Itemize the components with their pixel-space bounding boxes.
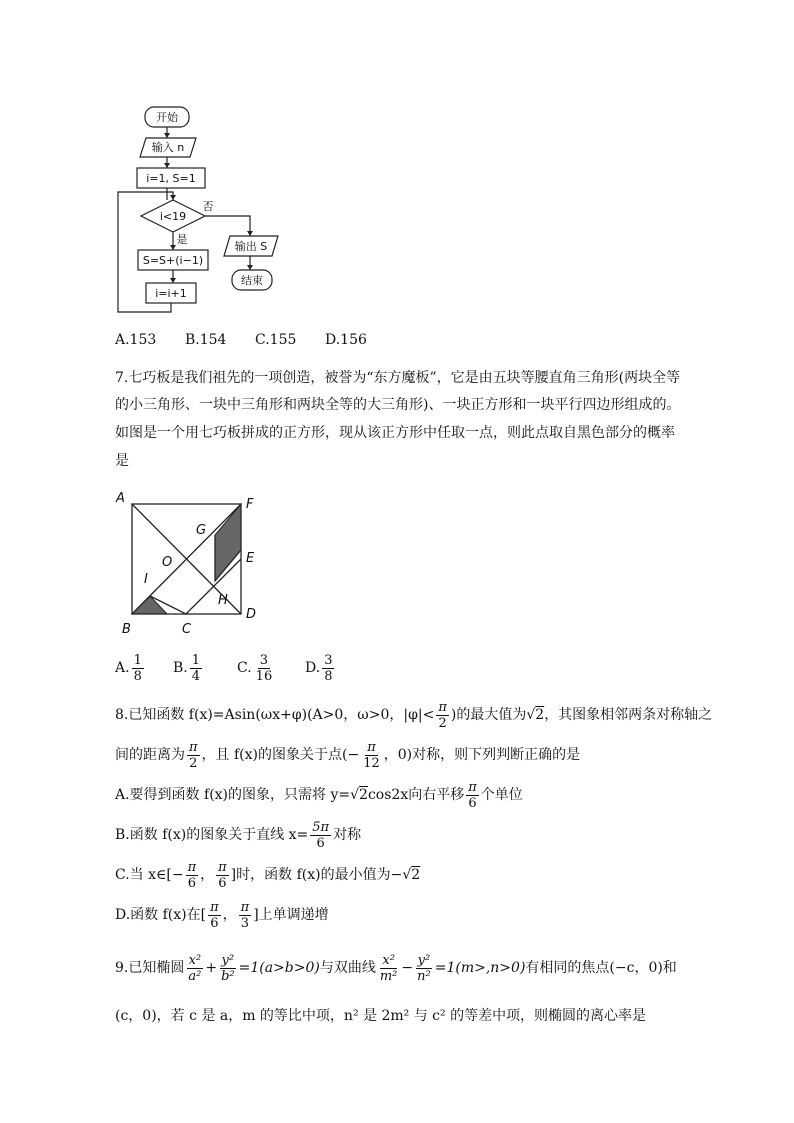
flow-cond-text: i<19 [159, 210, 187, 223]
q7-option-a: A. $\frac{1}{8}$ [115, 652, 142, 684]
flow-init-text: i=1, S=1 [146, 172, 196, 185]
flow-update-s-text: S=S+(i−1) [142, 254, 204, 267]
label-g: G [196, 523, 207, 538]
q9-line-2: (c，0)，若 c 是 a，m 的等比中项，n² 是 2m² 与 c² 的等差中项，则椭圆的离心率是 [115, 1008, 647, 1024]
flow-output-text: 输出 S [234, 240, 268, 253]
flow-start-text: 开始 [156, 111, 178, 124]
q6-option-c: C.155 [255, 332, 297, 348]
q7-line-1: 7.七巧板是我们祖先的一项创造，被誉为“东方魔板”，它是由五块等腰直角三角形(两块全等 [115, 370, 681, 386]
q8-line-2: 间的距离为 $\frac{\pi}{2}$ ，且 f(x)的图象关于点(− $\frac{\pi}{12}$ ，0)对称，则下列判断正确的是 [115, 739, 581, 771]
q7-option-b: B. $\frac{1}{4}$ [173, 652, 201, 684]
q6-option-a: A.153 [115, 332, 157, 348]
label-o: O [162, 555, 173, 570]
q7-line-2: 的小三角形、一块中三角形和两块全等的大三角形)、一块正方形和一块平行四边形组成的。 [115, 397, 681, 413]
q7-options [115, 651, 336, 685]
q8-option-d: D.函数 f(x)在[ $\frac{\pi}{6}$ ， $\frac{\pi}{3}$ ]上单调递增 [115, 899, 329, 931]
label-d: D [246, 607, 257, 622]
q6-options [115, 330, 367, 350]
q7-option-d: D. $\frac{3}{8}$ [305, 652, 333, 684]
shaded-parallelogram [215, 504, 241, 581]
flow-input-text: 输入 n [151, 141, 185, 154]
label-b: B [122, 622, 131, 637]
label-a: A [116, 491, 125, 506]
q8-option-c: C.当 x∈[− $\frac{\pi}{6}$ ， $\frac{\pi}{6}$ ]时，函数 f(x)的最小值为−√2 [115, 859, 421, 891]
flow-end-text: 结束 [241, 274, 263, 287]
q6-option-d: D.156 [325, 332, 367, 348]
shaded-triangle-bottom [132, 596, 167, 614]
label-i: I [144, 572, 148, 587]
q7-line-4: 是 [115, 453, 129, 469]
q8-line-1: 8.已知函数 f(x)=Asin(ωx+φ)(A>0，ω>0，|φ|< $\frac{\pi}{2}$ )的最大值为√2，其图象相邻两条对称轴之 [115, 699, 713, 731]
q8-option-b: B.函数 f(x)的图象关于直线 x= $\frac{5\pi}{6}$ 对称 [115, 819, 362, 851]
tangram-figure [112, 490, 272, 640]
label-c: C [182, 622, 192, 637]
label-e: E [246, 551, 255, 566]
label-f: F [246, 497, 254, 512]
q6-option-b: B.154 [185, 332, 227, 348]
flow-yes-label: 是 [176, 233, 188, 246]
label-h: H [218, 593, 228, 608]
q9-line-1: 9.已知椭圆 $\frac{\text{x²}}{\text{a²}}$ + $\frac{\text{y²}}{\text{b²}}$ =1(a>b>0)与双曲线 $\frac{\text{x²}}{\text{m²}}$ − $\frac{\text{y²}}{\text{n²}}$ =1(m>,n>0)有相同的焦点(−c，0)和 [115, 952, 677, 984]
flow-update-i-text: i=i+1 [155, 287, 187, 300]
flow-no-label: 否 [202, 200, 214, 213]
q7-line-3: 如图是一个用七巧板拼成的正方形，现从该正方形中任取一点，则此点取自黑色部分的概率 [115, 425, 675, 441]
flowchart [110, 100, 300, 315]
q7-option-c: C. $\frac{3}{16}$ [237, 652, 273, 684]
q8-option-a: A.要得到函数 f(x)的图象，只需将 y=√2cos2x向右平移 $\frac{\pi}{6}$ 个单位 [115, 779, 523, 811]
